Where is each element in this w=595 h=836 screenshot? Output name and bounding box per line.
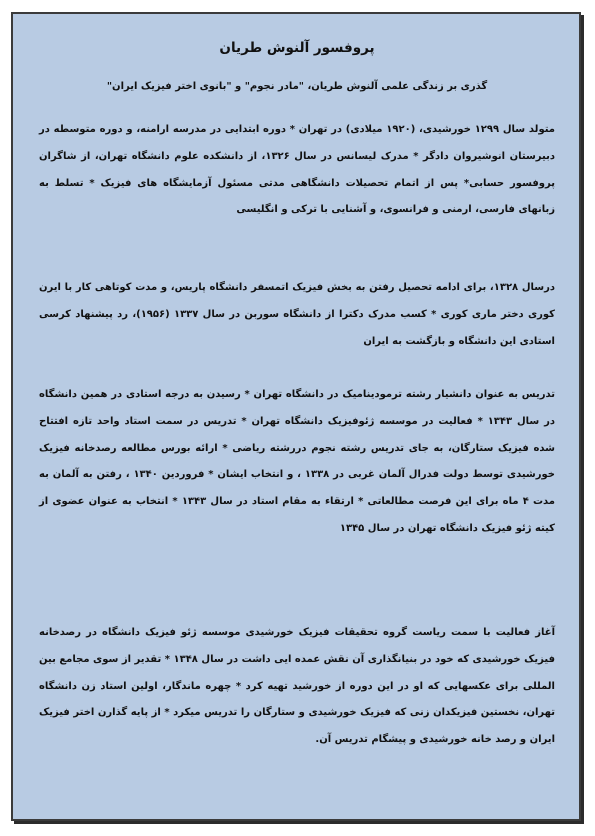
paragraph-teaching-career: تدریس به عنوان دانشیار رشته ترمودینامیک در دانشگاه تهران * رسیدن به درجه استادی در همین دانشگاه در سال ۱۳۴۳ * فعالیت در موسسه ژئوفیزیک دانشگاه تهران * تدریس در سمت استاد واحد تازه افتتاح شده فیزیک ستارگان، به جای تدریس رشته نجوم دررشته ریاضی * ارائه بورس مطالعه رصدخانه فیزیک خورشیدی توسط دولت فدرال آلمان غربی در ۱۳۳۸ ، و انتخاب ایشان * فروردین ۱۳۴۰ ، رفتن به آلمان به مدت ۴ ماه برای این فرصت مطالعاتی * ارتقاء به مقام استاد در سال ۱۳۴۳ * انتخاب به عنوان عضوی از کیته ژئو فیزیک دانشگاه تهران در سال ۱۳۴۵ [39, 389, 556, 534]
document-title: پروفسور آلنوش طریان [219, 40, 375, 56]
document-frame [11, 12, 581, 821]
paragraph-early-life: متولد سال ۱۲۹۹ خورشیدی، (۱۹۲۰ میلادی) در تهران * دوره ابتدایی در مدرسه ارامنه، و دوره متوسطه در دبیرستان انوشیروان دادگر * مدرک لیسانس در سال ۱۳۲۶، از دانشکده علوم دانشگاه تهران، از شاگران پروفسور حسابی* پس از اتمام تحصیلات دانشگاهی مدتی مسئول آزمایشگاه های فیزیک * تسلط به زبانهای فارسی، ارمنی و فرانسوی، و آشنایی با ترکی و انگلیسی [39, 124, 555, 216]
paragraph-paris-studies: درسال ۱۳۲۸، برای ادامه تحصیل رفتن به بخش فیزیک اتمسفر دانشگاه پاریس، و مدت کوتاهی کار با ایرن کوری دختر ماری کوری * کسب مدرک دکترا از دانشگاه سوربن در سال ۱۳۳۷ (۱۹۵۶)، رد پیشنهاد کرسی استادی این دانشگاه و بازگشت به ایران [39, 282, 556, 347]
paragraph-solar-research: آغاز فعالیت با سمت ریاست گروه تحقیقات فیزیک خورشیدی موسسه ژئو فیزیک دانشگاه در رصدخانه فیزیک خورشیدی که خود در بنیانگذاری آن نقش عمده ایی داشت در سال ۱۳۴۸ * تقدیر از سوی مجامع بین المللی برای عکسهایی که او در این دوره از خورشید تهیه کرد * چهره ماندگار، اولین استاد زن دانشگاه تهران، نخستین فیزیکدان زنی که فیزیک خورشیدی و ستارگان را تدریس میکرد * از پایه گذارن اختر فیزیک ایران و رصد خانه خورشیدی و پیشگام تدریس آن. [39, 627, 556, 746]
document-subtitle: گذری بر زندگی علمی آلنوش طریان، "مادر نجوم" و "بانوی اختر فیزیک ایران" [106, 81, 488, 92]
